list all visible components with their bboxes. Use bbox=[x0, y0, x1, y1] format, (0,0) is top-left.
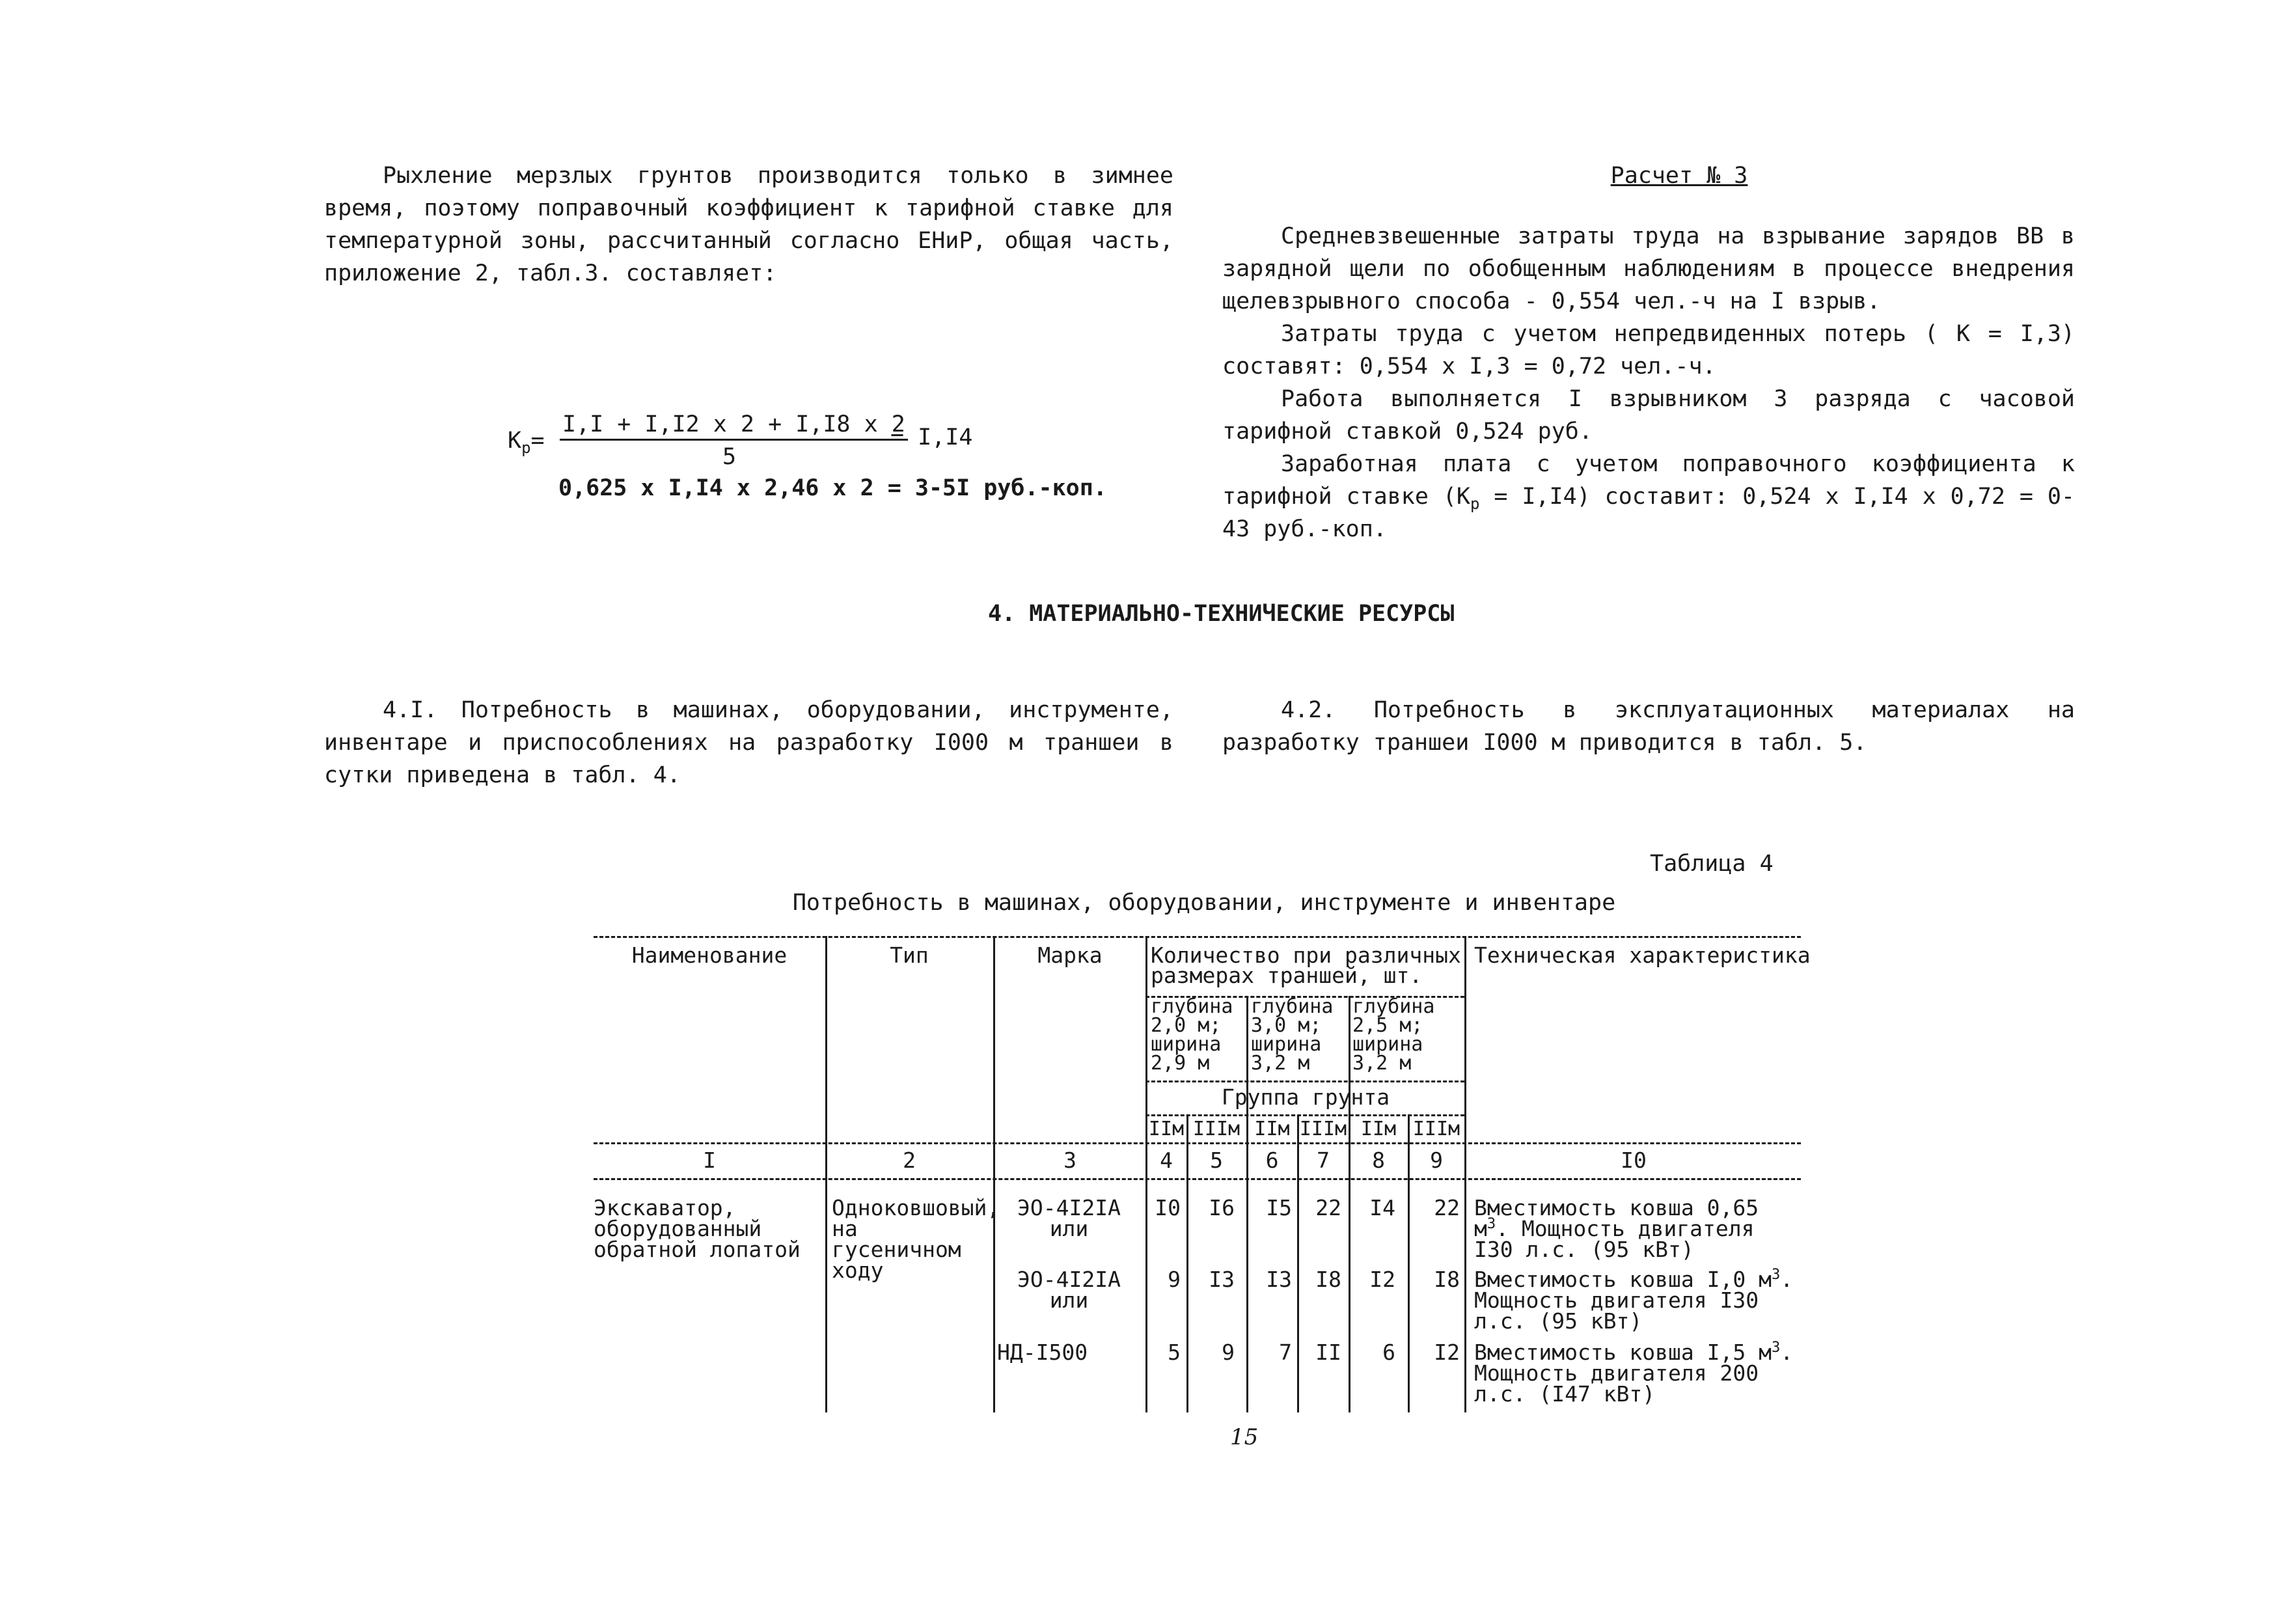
table-col-sep-1 bbox=[825, 936, 827, 1412]
section-4-2-text: 4.2. Потребность в эксплуатационных материалах на разработку траншеи I000 м приводится в табл. 5. bbox=[1222, 697, 2075, 756]
header-soil-group: Группа грунта bbox=[1221, 1084, 1390, 1110]
header-qty: Количество при различных размерах траншей, шт. bbox=[1151, 943, 1461, 988]
calc3-p1: Средневзвешенные затраты труда на взрывание зарядов ВВ в зарядной щели по обобщенным наблюдениям в процессе внедрения щелевзрывного способа - 0,554 чел.-ч на I взрыв. bbox=[1222, 223, 2075, 314]
colnum-1: I bbox=[703, 1148, 716, 1173]
formula-line2: 0,625 x I,I4 x 2,46 x 2 = 3-5I руб.-коп. bbox=[558, 475, 1107, 501]
table-col-sep-2 bbox=[993, 936, 995, 1412]
row-2-tech: Вместимость ковша I,0 $м^3$. Мощность двигателя I30 л.с. (95 кВт) bbox=[1474, 1267, 1794, 1334]
row-1-val-6: 22 bbox=[1434, 1195, 1460, 1220]
table-col-sep-9 bbox=[1464, 936, 1466, 1412]
page-number: 15 bbox=[1230, 1424, 1259, 1450]
header-g-2: IIIм bbox=[1192, 1118, 1240, 1140]
row-1-val-4: 22 bbox=[1315, 1195, 1341, 1220]
calc3-p2: Затраты труда с учетом непредвиденных потерь ( К = I,3) составят: 0,554 x I,3 = 0,72 чел.-ч. bbox=[1222, 321, 2075, 379]
row-2-val-5: I2 bbox=[1369, 1267, 1395, 1292]
colnum-5: 5 bbox=[1210, 1148, 1223, 1173]
table-rule-top bbox=[594, 936, 1801, 938]
table-rule-group bbox=[1145, 1114, 1464, 1116]
row-2-val-1: 9 bbox=[1168, 1267, 1181, 1292]
table-rule-header-bottom bbox=[594, 1142, 1801, 1144]
row-3-brand: НД-I500 bbox=[997, 1340, 1088, 1365]
row-2-val-6: I8 bbox=[1434, 1267, 1460, 1292]
colnum-10: I0 bbox=[1621, 1148, 1647, 1173]
header-name: Наименование bbox=[631, 943, 788, 968]
row-1-brand: ЭО-4I2IА или bbox=[1017, 1195, 1121, 1241]
colnum-6: 6 bbox=[1265, 1148, 1279, 1173]
colnum-3: 3 bbox=[1063, 1148, 1076, 1173]
table-rule-depth-bottom bbox=[1145, 1080, 1464, 1082]
formula-lhs: $К_р=$ bbox=[508, 428, 545, 457]
colnum-8: 8 bbox=[1372, 1148, 1385, 1173]
intro-text: Рыхление мерзлых грунтов производится только в зимнее время, поэтому поправочный коэффициент к тарифной ставке для температурной зоны, рассчитанный согласно ЕНиР, общая часть, приложение 2, табл.3. составляет: bbox=[324, 163, 1173, 286]
row-3-val-2: 9 bbox=[1222, 1340, 1235, 1365]
row-1-val-2: I6 bbox=[1209, 1195, 1235, 1220]
row-3-val-3: 7 bbox=[1279, 1340, 1292, 1365]
header-g-5: IIм bbox=[1360, 1118, 1397, 1140]
formula-result: = I,I4 bbox=[890, 424, 973, 450]
colnum-2: 2 bbox=[903, 1148, 916, 1173]
colnum-9: 9 bbox=[1430, 1148, 1443, 1173]
row-3-val-6: I2 bbox=[1434, 1340, 1460, 1365]
row-3-tech: Вместимость ковша I,5 $м^3$. Мощность двигателя 200 л.с. (I47 кВт) bbox=[1474, 1340, 1794, 1407]
table-col-sep-3 bbox=[1145, 936, 1147, 1412]
header-g-3: IIм bbox=[1254, 1118, 1290, 1140]
colnum-7: 7 bbox=[1317, 1148, 1330, 1173]
row-2-val-4: I8 bbox=[1315, 1267, 1341, 1292]
header-g-4: IIIм bbox=[1299, 1118, 1347, 1140]
calc3-title: Расчет № 3 bbox=[1610, 163, 1748, 189]
table-label: Таблица 4 bbox=[1650, 851, 1774, 877]
section-4-1-text: 4.I. Потребность в машинах, оборудовании, инструменте, инвентаре и приспособлениях на разработку I000 м траншеи в сутки приведена в табл. 4. bbox=[324, 697, 1173, 788]
header-depth-1: глубина 2,0 м; ширина 2,9 м bbox=[1151, 995, 1233, 1075]
calc3-p4: Заработная плата с учетом поправочного коэффициента к тарифной ставке $(К_р = I,I4)$ составит: 0,524 x I,I4 x 0,72 = 0-43 руб.-коп. bbox=[1222, 451, 2076, 542]
header-brand: Марка bbox=[1037, 943, 1103, 968]
row-1-val-3: I5 bbox=[1266, 1195, 1292, 1220]
colnum-4: 4 bbox=[1160, 1148, 1173, 1173]
row-1-val-5: I4 bbox=[1369, 1195, 1395, 1220]
calc3-p3: Работа выполняется I взрывником 3 разряда с часовой тарифной ставкой 0,524 руб. bbox=[1222, 386, 2075, 445]
row-3-val-4: II bbox=[1315, 1340, 1341, 1365]
item-name: Экскаватор, оборудованный обратной лопатой bbox=[594, 1195, 801, 1262]
header-g-1: IIм bbox=[1148, 1118, 1185, 1140]
formula-numerator: I,I + I,I2 x 2 + I,I8 x 2 bbox=[560, 410, 908, 441]
header-depth-2: глубина 3,0 м; ширина 3,2 м bbox=[1251, 995, 1334, 1075]
formula-denominator: 5 bbox=[722, 444, 737, 470]
section-heading: 4. МАТЕРИАЛЬНО-ТЕХНИЧЕСКИЕ РЕСУРСЫ bbox=[988, 601, 1455, 627]
header-type: Тип bbox=[890, 943, 929, 968]
row-2-val-2: I3 bbox=[1209, 1267, 1235, 1292]
row-3-val-1: 5 bbox=[1168, 1340, 1181, 1365]
row-1-tech: Вместимость ковша 0,65 $м^3$. Мощность двигателя I30 л.с. (95 кВт) bbox=[1474, 1195, 1759, 1262]
header-depth-3: глубина 2,5 м; ширина 3,2 м bbox=[1352, 995, 1435, 1075]
row-2-brand: ЭО-4I2IА или bbox=[1017, 1267, 1121, 1313]
row-1-val-1: I0 bbox=[1155, 1195, 1181, 1220]
table-title: Потребность в машинах, оборудовании, инструменте и инвентаре bbox=[792, 890, 1616, 916]
item-type: Одноковшовый, на гусеничном ходу bbox=[832, 1195, 1000, 1283]
table-rule-numbers-bottom bbox=[594, 1178, 1801, 1180]
row-3-val-5: 6 bbox=[1382, 1340, 1395, 1365]
header-tech: Техническая характеристика bbox=[1474, 943, 1811, 968]
header-g-6: IIIм bbox=[1412, 1118, 1460, 1140]
row-2-val-3: I3 bbox=[1266, 1267, 1292, 1292]
